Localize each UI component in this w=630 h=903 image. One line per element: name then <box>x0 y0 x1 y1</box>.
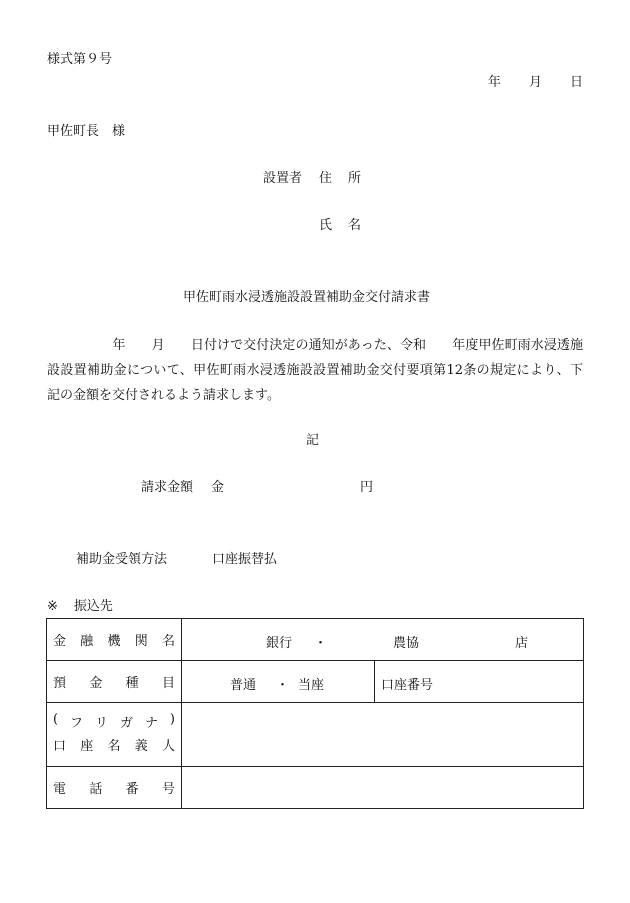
current-option: 当座 <box>298 678 325 693</box>
phone-label-char-3: 番 <box>125 782 139 797</box>
table-row-bank <box>47 619 584 661</box>
phone-label-char-2: 話 <box>89 782 103 797</box>
transfer-table <box>46 618 584 809</box>
table-row-holder <box>47 703 584 767</box>
deposit-type-label <box>53 672 175 691</box>
ki-heading: 記 <box>306 433 320 448</box>
bank-separator-dot: ・ <box>314 636 328 651</box>
furigana-label <box>53 712 175 731</box>
deposit-label-char-4: 目 <box>161 676 175 691</box>
payment-method-value: 口座振替払 <box>212 552 278 567</box>
account-number-field[interactable] <box>375 661 584 703</box>
address-char-2: 所 <box>347 171 361 186</box>
phone-label <box>53 778 175 797</box>
holder-label-char-4: 義 <box>134 738 148 754</box>
address-char-1: 住 <box>319 171 333 186</box>
bank-label-char-3: 機 <box>107 634 121 649</box>
transfer-title: 振込先 <box>73 599 113 614</box>
payment-method-label: 補助金受領方法 <box>76 552 168 567</box>
form-number: 様式第９号 <box>47 52 113 67</box>
transfer-heading <box>47 599 113 615</box>
deposit-label-char-2: 金 <box>89 676 103 691</box>
reference-mark: ※ <box>47 599 58 614</box>
bank-name-label <box>53 630 175 649</box>
name-char-1: 氏 <box>319 218 333 233</box>
table-row-phone <box>47 767 584 809</box>
installer-label: 設置者 <box>263 171 303 186</box>
name-label <box>319 218 361 234</box>
phone-label-char-1: 電 <box>53 782 67 797</box>
holder-label-char-1: 口 <box>53 738 67 754</box>
phone-label-char-4: 号 <box>161 782 175 797</box>
holder-label-char-2: 座 <box>80 738 94 754</box>
table-row-deposit <box>47 661 584 703</box>
phone-field[interactable] <box>182 767 584 809</box>
branch-text: 店 <box>515 636 529 651</box>
date-year-char: 年 <box>488 75 502 90</box>
address-label <box>319 171 361 187</box>
deposit-type-label-cell <box>47 661 182 703</box>
account-holder-label <box>53 712 175 754</box>
bank-label-char-2: 融 <box>80 634 94 649</box>
account-holder-field[interactable] <box>182 703 584 767</box>
bank-label-char-4: 関 <box>134 634 148 649</box>
bank-text: 銀行 <box>266 636 293 651</box>
date-day-char: 日 <box>569 75 583 90</box>
kana-char-2: フ <box>70 715 84 731</box>
coop-text: 農協 <box>393 636 420 651</box>
kana-char-5: ナ <box>144 715 158 731</box>
holder-label-char-5: 人 <box>161 738 175 754</box>
holder-label-char-3: 名 <box>107 738 121 754</box>
kana-char-6: ) <box>169 711 175 727</box>
kana-char-3: リ <box>95 715 109 731</box>
ordinary-option: 普通 <box>230 678 257 693</box>
bank-name-label-cell <box>47 619 182 661</box>
deposit-type-field[interactable] <box>182 661 375 703</box>
kana-char-1: ( <box>53 711 59 727</box>
deposit-separator-dot: ・ <box>276 678 290 693</box>
date-month-char: 月 <box>528 75 542 90</box>
name-char-2: 名 <box>347 218 361 233</box>
holder-name-label <box>53 735 175 754</box>
bank-label-char-5: 名 <box>161 634 175 649</box>
addressee: 甲佐町長 様 <box>47 124 126 139</box>
request-body-text: 年 月 日付けで交付決定の通知があった、令和 年度甲佐町雨水浸透施設設置補助金について、甲佐町雨水浸透施設設置補助金交付要項第12条の規定により、下記の金額を交付されるよう請求します。 <box>47 338 583 403</box>
bank-label-char-1: 金 <box>53 634 67 649</box>
amount-label: 請求金額 <box>141 480 194 495</box>
deposit-label-char-1: 預 <box>53 676 67 691</box>
document-title: 甲佐町雨水浸透施設設置補助金交付請求書 <box>183 290 431 305</box>
date-line <box>488 75 583 91</box>
amount-prefix: 金 <box>211 480 225 495</box>
account-number-label: 口座番号 <box>381 678 434 693</box>
amount-unit: 円 <box>360 480 374 495</box>
kana-char-4: ガ <box>119 715 133 731</box>
deposit-label-char-3: 種 <box>125 676 139 691</box>
phone-label-cell <box>47 767 182 809</box>
account-holder-label-cell <box>47 703 182 767</box>
bank-name-field[interactable] <box>182 619 584 661</box>
